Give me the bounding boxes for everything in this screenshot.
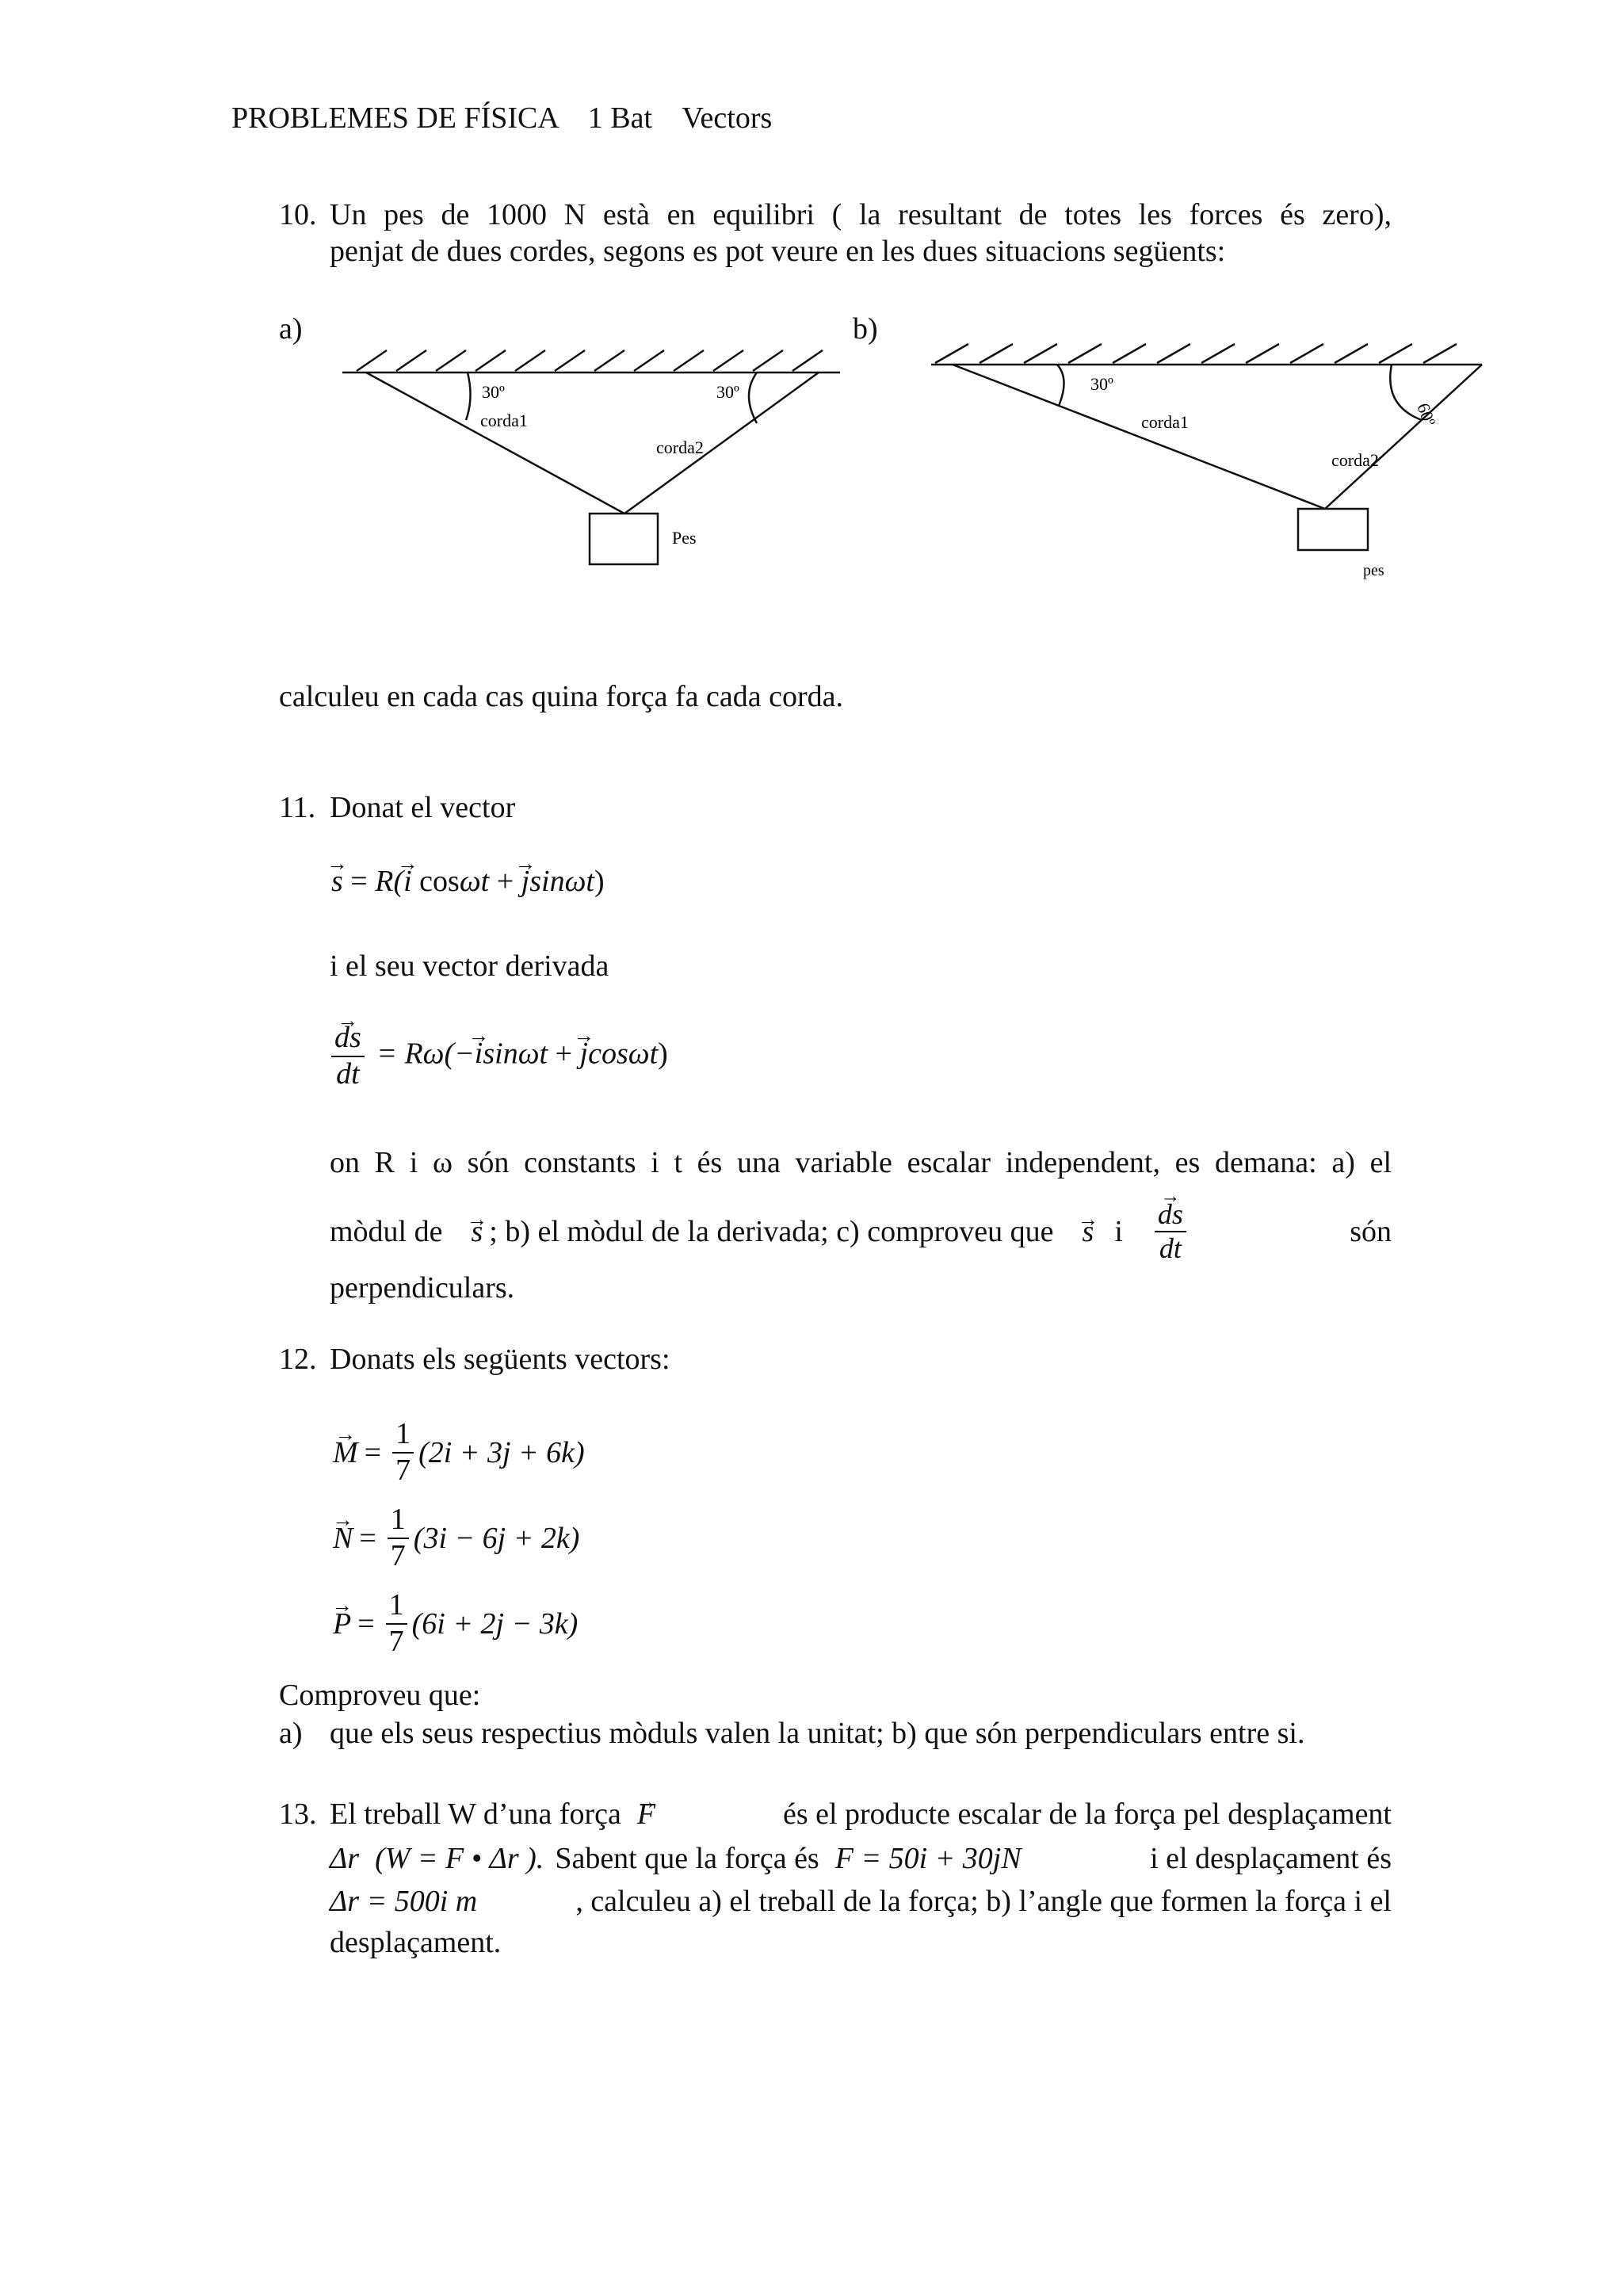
- rope-2-a-label: corda2: [656, 437, 704, 457]
- unit-vector-i: → i: [403, 864, 412, 899]
- problem-10-question: calculeu en cada cas quina força fa cada corda.: [279, 680, 844, 713]
- problem-11-number: 11.: [279, 791, 316, 824]
- problem-10-line2: penjat de dues cordes, segons es pot veure en les dues situacions següents:: [330, 235, 1226, 268]
- ceiling-b: [931, 344, 1482, 365]
- equation-s: → s = R(→ i cosωt + → jsinωt): [331, 864, 605, 899]
- problem-10-number: 10.: [279, 198, 317, 231]
- rope-1-b-label: corda1: [1141, 412, 1189, 432]
- problem-12-check: Comproveu que:: [279, 1679, 481, 1712]
- problem-11-line3: perpendiculars.: [330, 1271, 515, 1305]
- problem-13-line3: Δr = 500i m , calculeu a) el treball de la força; b) l’angle que formen la força i el: [330, 1885, 1392, 1918]
- page-header: PROBLEMES DE FÍSICA 1 Bat Vectors: [231, 101, 773, 135]
- weight-box-b: [1298, 509, 1368, 550]
- angle-left-b-label: 30º: [1090, 374, 1113, 394]
- equation-derivative: → $\frac{ds}{dt}$ = Rω(−→ isinωt + → jcosωt): [327, 1021, 668, 1091]
- fraction-ds-dt-inline: → $\frac{ds}{dt}$: [1155, 1198, 1186, 1266]
- problem-12-item-text: que els seus respectius mòduls valen la unitat; b) que són perpendiculars entre si.: [330, 1717, 1305, 1750]
- figure-a-diagram: [333, 341, 856, 579]
- problem-11-line1: on R i ω són constants i t és una variable escalar independent, es demana: a) el: [330, 1146, 1392, 1179]
- angle-arc-left-a: [466, 372, 471, 420]
- problem-12-number: 12.: [279, 1343, 317, 1376]
- unit-vector-j: → j: [521, 864, 530, 899]
- angle-arc-left-b: [1057, 365, 1064, 406]
- weight-box-a: [590, 514, 658, 564]
- problem-11-intro: Donat el vector: [330, 791, 516, 824]
- problem-13-line4: desplaçament.: [330, 1926, 502, 1959]
- problem-13-number: 13.: [279, 1797, 317, 1831]
- angle-right-a-label: 30º: [716, 382, 739, 402]
- weight-b-label: pes: [1363, 562, 1384, 579]
- figure-b-label: b): [853, 312, 878, 346]
- vector-s: → s: [331, 864, 343, 899]
- angle-arc-right-a: [749, 372, 757, 423]
- problem-13-line2: Δr (W = F • Δr ). Sabent que la força és F = 50i + 30jN i el desplaçament és: [330, 1842, 1392, 1875]
- problem-13-line1: El treball W d’una força → F és el producte escalar de la força pel desplaçament: [330, 1793, 1392, 1836]
- rope-1-a-label: corda1: [480, 411, 528, 430]
- angle-left-a-label: 30º: [482, 382, 505, 402]
- problem-11-derivative-intro: i el seu vector derivada: [330, 949, 609, 983]
- problem-12-item-label: a): [279, 1717, 303, 1750]
- rope-2-b-label: corda2: [1331, 450, 1379, 470]
- vector-N-definition: → N = $\frac{1}{7}$ (3i − 6j + 2k): [333, 1503, 579, 1573]
- problem-12-intro: Donats els següents vectors:: [330, 1343, 670, 1376]
- rope-2-b: [1325, 365, 1482, 509]
- vector-P-definition: → P = $\frac{1}{7}$ (6i + 2j − 3k): [333, 1588, 578, 1659]
- figure-b-diagram: [919, 333, 1490, 594]
- weight-a-label: Pes: [672, 528, 697, 548]
- rope-1-b: [953, 365, 1325, 509]
- problem-11-line2: mòdul de → s ; b) el mòdul de la derivada; c) comproveu que → s i → $\frac{ds}{dt}$ són: [330, 1198, 1392, 1266]
- fraction-ds-dt: → $\frac{ds}{dt}$: [331, 1021, 365, 1091]
- figure-a-label: a): [279, 312, 303, 346]
- angle-right-b-label: 60º: [1413, 400, 1440, 429]
- ceiling-a: [342, 350, 840, 372]
- problem-10-line1: Un pes de 1000 N està en equilibri ( la resultant de totes les forces és zero),: [330, 198, 1392, 231]
- vector-M-definition: → M = $\frac{1}{7}$ (2i + 3j + 6k): [333, 1417, 585, 1488]
